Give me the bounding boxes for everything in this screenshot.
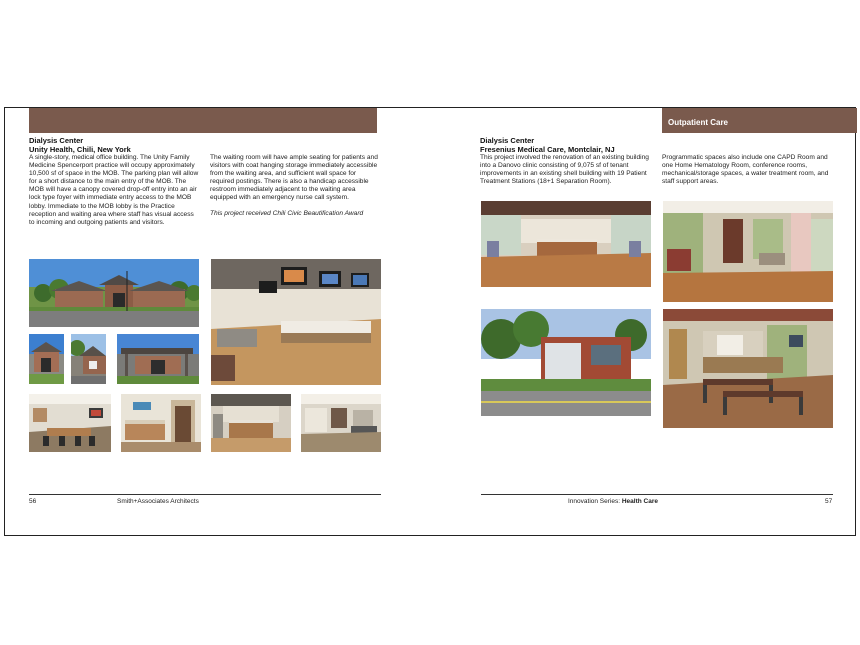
- left-subtitle: Unity Health, Chili, New York: [29, 144, 131, 154]
- left-col1: [29, 154, 199, 227]
- right-page-number: 57: [825, 498, 833, 505]
- photo-entry-canopy-wide: [117, 334, 199, 384]
- photo-canopy-entry: [29, 334, 64, 384]
- right-col1: [480, 154, 652, 186]
- photo-reception-desk: [211, 394, 291, 452]
- left-col2-text: The waiting room will have ample seating for patients and visitors with coat hanging storage immediately accessible from the waiting area, and sufficient wall space for required postings. There is also a handicap accessible restroom immediately adjacent to the waiting area equipped with an emergency nurse call system.: [210, 154, 378, 202]
- photo-conference-room: [29, 394, 111, 452]
- right-subtitle: Fresenius Medical Care, Montclair, NJ: [480, 144, 615, 154]
- photo-treatment-floor: [481, 201, 651, 287]
- photo-patient-station: [663, 201, 833, 302]
- right-title-block: [480, 137, 670, 154]
- photo-waiting-area: [211, 259, 381, 385]
- right-footer-text: [568, 498, 658, 505]
- photo-waiting-room-chairs: [663, 309, 833, 428]
- left-award: This project received Chili Civic Beautification Award: [210, 209, 364, 217]
- right-col1-text: This project involved the renovation of an existing building into a Danovo clinic consisting of 9,075 sf of tenant improvements in an existing shell building with 19 Patient Treatment Stations (18+1 Separation Room).: [480, 154, 649, 186]
- right-title: Dialysis Center: [480, 136, 535, 145]
- right-footer-rule: [481, 494, 833, 495]
- left-footer-rule: [29, 494, 381, 495]
- right-footer-series: Innovation Series:: [568, 498, 621, 505]
- photo-side-elevation: [71, 334, 106, 384]
- left-title-block: [29, 137, 209, 154]
- right-section-label: Outpatient Care: [668, 118, 729, 127]
- left-header-bar: [29, 108, 377, 133]
- brochure-spread: [4, 107, 856, 536]
- left-col2: [210, 154, 378, 218]
- photo-exam-room: [121, 394, 201, 452]
- left-page-number: 56: [29, 498, 37, 505]
- photo-corridor: [301, 394, 381, 452]
- left-footer-text: Smith+Associates Architects: [117, 498, 199, 505]
- right-col2: [662, 154, 834, 186]
- left-col1-text: A single-story, medical office building. The Unity Family Medicine Spencerport practice will occupy approximately 10,500 sf of space in the MOB. The parking plan will allow for a short distance to the main entry of the MOB. The MOB will have a canopy covered drop-off entry into an air lock type foyer with immediate entry access to the MOB lobby. Immediate to the MOB lobby is the Practice reception and waiting area where staff has visual access to incoming and outgoing patients and visitors.: [29, 154, 199, 226]
- right-footer-topic: Health Care: [621, 498, 658, 505]
- photo-building-exterior: [29, 259, 199, 327]
- photo-clinic-exterior: [481, 309, 651, 416]
- right-col2-text: Programmatic spaces also include one CAPD Room and one Home Hematology Room, conference rooms, mechanical/storage spaces, a water treatment room, and staff support areas.: [662, 154, 829, 186]
- left-title: Dialysis Center: [29, 136, 84, 145]
